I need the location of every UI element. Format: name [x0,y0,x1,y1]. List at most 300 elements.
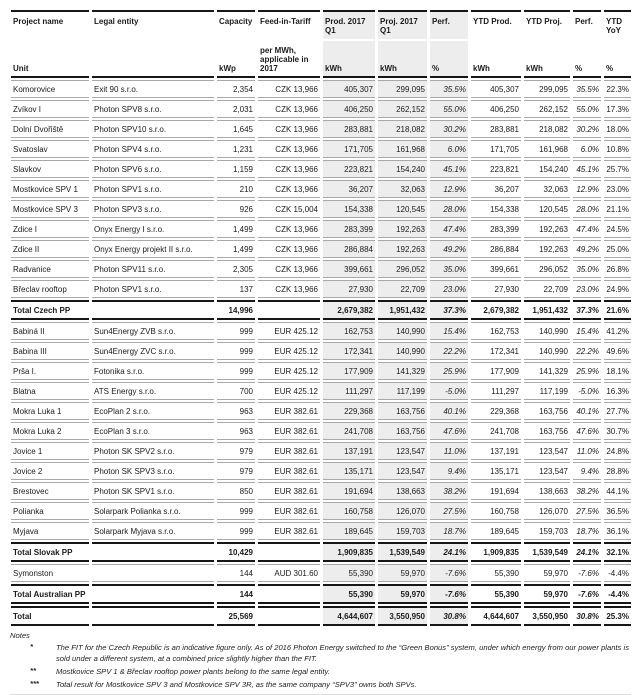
project-name-cell: Mostkovice SPV 3 [11,200,89,218]
proj-q1-cell: 59,970 [378,564,427,582]
proj-q1-cell: 59,970 [378,584,427,604]
perf-q1-cell: 25.9% [430,362,468,380]
capacity-cell: 1,645 [217,120,255,138]
unit-label: Unit [11,41,89,78]
prod-q1-cell: 27,930 [323,280,375,298]
capacity-cell: 10,429 [217,542,255,562]
feed-in-tariff-cell: EUR 382.61 [258,522,320,540]
perf-q1-cell: 45.1% [430,160,468,178]
legal-entity-cell: Sun4Energy ZVC s.r.o. [92,342,214,360]
proj-q1-cell: 159,703 [378,522,427,540]
ytd-perf-cell: 49.2% [573,240,601,258]
legal-entity-cell [92,542,214,562]
ytd-proj-cell: 3,550,950 [524,606,570,626]
proj-q1-cell: 141,329 [378,362,427,380]
feed-in-tariff-cell: EUR 425.12 [258,362,320,380]
ytd-proj-cell: 296,052 [524,260,570,278]
project-name-cell: Jovice 1 [11,442,89,460]
perf-q1-cell: 38.2% [430,482,468,500]
col-header-prod-line2: Q1 [325,26,336,35]
table-row [11,280,631,298]
col-header-prod-q1 [323,10,375,39]
project-name-cell: Radvanice [11,260,89,278]
project-name-cell: Mokra Luka 1 [11,402,89,420]
capacity-cell: 1,499 [217,220,255,238]
legal-entity-cell: Photon SPV3 s.r.o. [92,200,214,218]
feed-in-tariff-cell: EUR 382.61 [258,442,320,460]
ytd-prod-cell: 191,694 [471,482,521,500]
prod-q1-cell: 177,909 [323,362,375,380]
perf-q1-cell: 49.2% [430,240,468,258]
project-name-cell: Blatna [11,382,89,400]
ytd-yoy-cell: 41.2% [604,322,631,340]
note-item [10,679,631,690]
ytd-proj-cell: 192,263 [524,220,570,238]
proj-q1-cell: 1,951,432 [378,300,427,320]
proj-q1-cell: 123,547 [378,462,427,480]
col-header-proj-line2: Q1 [380,26,391,35]
prod-q1-cell: 162,753 [323,322,375,340]
proj-q1-cell: 120,545 [378,200,427,218]
feed-in-tariff-cell: CZK 13,966 [258,120,320,138]
ytd-prod-cell: 189,645 [471,522,521,540]
ytd-proj-cell: 159,703 [524,522,570,540]
ytd-prod-cell: 55,390 [471,564,521,582]
unit-perf2: % [573,41,601,78]
unit-fit-line2: applicable in [260,55,309,64]
project-name-cell: Babiná II [11,322,89,340]
project-name-cell: Mokra Luka 2 [11,422,89,440]
perf-q1-cell: 37.3% [430,300,468,320]
prod-q1-cell: 135,171 [323,462,375,480]
ytd-prod-cell: 172,341 [471,342,521,360]
perf-q1-cell: 55.0% [430,100,468,118]
ytd-prod-cell: 2,679,382 [471,300,521,320]
capacity-cell: 979 [217,462,255,480]
table-row [11,220,631,238]
prod-q1-cell: 55,390 [323,584,375,604]
ytd-prod-cell: 135,171 [471,462,521,480]
legal-entity-cell: Photon SPV8 s.r.o. [92,100,214,118]
proj-q1-cell: 299,095 [378,80,427,98]
ytd-yoy-cell: 36.5% [604,502,631,520]
project-name-cell: Total Czech PP [11,300,89,320]
ytd-yoy-cell: 10.8% [604,140,631,158]
project-name-cell: Jovice 2 [11,462,89,480]
note-marker: ** [30,666,36,675]
ytd-proj-cell: 22,709 [524,280,570,298]
prod-q1-cell: 4,644,607 [323,606,375,626]
col-header-project: Project name [11,10,89,39]
perf-q1-cell: 27.5% [430,502,468,520]
prod-q1-cell: 241,708 [323,422,375,440]
perf-q1-cell: 11.0% [430,442,468,460]
table-row [11,240,631,258]
capacity-cell: 979 [217,442,255,460]
proj-q1-cell: 138,663 [378,482,427,500]
capacity-cell: 999 [217,522,255,540]
prod-q1-cell: 286,884 [323,240,375,258]
capacity-cell: 963 [217,402,255,420]
prod-q1-cell: 160,758 [323,502,375,520]
unit-fit [258,41,320,78]
capacity-cell: 25,569 [217,606,255,626]
feed-in-tariff-cell: AUD 301.60 [258,564,320,582]
legal-entity-cell [92,300,214,320]
ytd-perf-cell: 23.0% [573,280,601,298]
ytd-yoy-cell: 21.6% [604,300,631,320]
table-row [11,200,631,218]
ytd-prod-cell: 223,821 [471,160,521,178]
ytd-proj-cell: 140,990 [524,322,570,340]
table-row [11,522,631,540]
ytd-prod-cell: 171,705 [471,140,521,158]
col-header-prod-line1: Prod. 2017 [325,17,366,26]
feed-in-tariff-cell: EUR 382.61 [258,422,320,440]
project-name-cell: Slavkov [11,160,89,178]
legal-entity-cell: Photon SK SPV3 s.r.o. [92,462,214,480]
capacity-cell: 999 [217,322,255,340]
ytd-yoy-cell: 36.1% [604,522,631,540]
project-name-cell: Mostkovice SPV 1 [11,180,89,198]
ytd-yoy-cell: 18.1% [604,362,631,380]
unit-perf: % [430,41,468,78]
unit-proj: kWh [378,41,427,78]
feed-in-tariff-cell: EUR 382.61 [258,502,320,520]
project-name-cell: Total Australian PP [11,584,89,604]
total-row [11,542,631,562]
unit-capacity: kWp [217,41,255,78]
ytd-perf-cell: 30.2% [573,120,601,138]
table-body [11,80,631,626]
legal-entity-cell: Photon SPV4 s.r.o. [92,140,214,158]
legal-entity-cell: Photon SPV6 s.r.o. [92,160,214,178]
proj-q1-cell: 140,990 [378,342,427,360]
project-name-cell: Total [11,606,89,626]
table-row [11,100,631,118]
legal-entity-cell: Solarpark Polianka s.r.o. [92,502,214,520]
ytd-perf-cell: 47.6% [573,422,601,440]
feed-in-tariff-cell: EUR 425.12 [258,322,320,340]
prod-q1-cell: 1,909,835 [323,542,375,562]
ytd-prod-cell: 241,708 [471,422,521,440]
prod-q1-cell: 111,297 [323,382,375,400]
ytd-perf-cell: -5.0% [573,382,601,400]
perf-q1-cell: 23.0% [430,280,468,298]
ytd-perf-cell: -7.6% [573,584,601,604]
capacity-cell: 210 [217,180,255,198]
legal-entity-cell: Sun4Energy ZVB s.r.o. [92,322,214,340]
notes-section [8,628,633,695]
ytd-perf-cell: 47.4% [573,220,601,238]
feed-in-tariff-cell: CZK 13,966 [258,100,320,118]
proj-q1-cell: 163,756 [378,422,427,440]
ytd-perf-cell: 38.2% [573,482,601,500]
ytd-proj-cell: 1,539,549 [524,542,570,562]
proj-q1-cell: 163,756 [378,402,427,420]
ytd-prod-cell: 286,884 [471,240,521,258]
perf-q1-cell: 18.7% [430,522,468,540]
ytd-yoy-cell: 18.0% [604,120,631,138]
capacity-cell: 14,996 [217,300,255,320]
prod-q1-cell: 191,694 [323,482,375,500]
capacity-cell: 850 [217,482,255,500]
project-name-cell: Břeclav rooftop [11,280,89,298]
perf-q1-cell: 47.4% [430,220,468,238]
feed-in-tariff-cell: CZK 13,966 [258,160,320,178]
capacity-cell: 144 [217,584,255,604]
prod-q1-cell: 406,250 [323,100,375,118]
col-header-proj-line1: Proj. 2017 [380,17,418,26]
legal-entity-cell: Photon SPV10 s.r.o. [92,120,214,138]
proj-q1-cell: 192,263 [378,220,427,238]
ytd-prod-cell: 27,930 [471,280,521,298]
feed-in-tariff-cell: CZK 13,966 [258,240,320,258]
perf-q1-cell: 35.0% [430,260,468,278]
ytd-yoy-cell: 26.8% [604,260,631,278]
note-marker: *** [30,679,39,688]
capacity-cell: 1,499 [217,240,255,258]
ytd-proj-cell: 262,152 [524,100,570,118]
note-text: Total result for Mostkovice SPV 3 and Mostkovice SPV 3R, as the same company “SPV3” owns both SPVs. [56,680,417,689]
ytd-yoy-cell: 25.0% [604,240,631,258]
total-row [11,606,631,626]
prod-q1-cell: 405,307 [323,80,375,98]
ytd-proj-cell: 138,663 [524,482,570,500]
legal-entity-cell: Fotonika s.r.o. [92,362,214,380]
ytd-perf-cell: 30.8% [573,606,601,626]
capacity-cell: 2,031 [217,100,255,118]
ytd-yoy-cell: 24.9% [604,280,631,298]
perf-q1-cell: 28.0% [430,200,468,218]
note-item [10,642,631,664]
ytd-prod-cell: 111,297 [471,382,521,400]
total-row [11,584,631,604]
proj-q1-cell: 262,152 [378,100,427,118]
legal-entity-cell [92,584,214,604]
capacity-cell: 926 [217,200,255,218]
project-name-cell: Polianka [11,502,89,520]
proj-q1-cell: 126,070 [378,502,427,520]
col-header-proj-q1 [378,10,427,39]
ytd-prod-cell: 405,307 [471,80,521,98]
table-row [11,260,631,278]
prod-q1-cell: 172,341 [323,342,375,360]
ytd-prod-cell: 55,390 [471,584,521,604]
perf-q1-cell: 30.8% [430,606,468,626]
unit-row [11,41,631,78]
ytd-prod-cell: 406,250 [471,100,521,118]
ytd-yoy-cell: 21.1% [604,200,631,218]
legal-entity-cell [92,606,214,626]
perf-q1-cell: -5.0% [430,382,468,400]
project-name-cell: Zvíkov I [11,100,89,118]
ytd-yoy-cell: -4.4% [604,564,631,582]
feed-in-tariff-cell [258,584,320,604]
unit-fit-line3: 2017 [260,64,278,73]
capacity-cell: 2,305 [217,260,255,278]
col-header-ytd-yoy [604,10,631,39]
legal-entity-cell: ATS Energy s.r.o. [92,382,214,400]
col-header-perf: Perf. [430,10,468,39]
proj-q1-cell: 140,990 [378,322,427,340]
ytd-proj-cell: 163,756 [524,422,570,440]
ytd-perf-cell: 37.3% [573,300,601,320]
ytd-proj-cell: 140,990 [524,342,570,360]
ytd-prod-cell: 160,758 [471,502,521,520]
table-row [11,80,631,98]
perf-q1-cell: 30.2% [430,120,468,138]
note-text: The FIT for the Czech Republic is an indicative figure only. As of 2016 Photon Energy switched to the “Green Bonus” system, under which energy from our power plants is sold under a different system, at a combined price slightly higher than the FIT. [56,643,629,663]
perf-q1-cell: 6.0% [430,140,468,158]
project-name-cell: Total Slovak PP [11,542,89,562]
note-text: Mostkovice SPV 1 & Břeclav rooftop power plants belong to the same legal entity. [56,667,330,676]
ytd-perf-cell: 18.7% [573,522,601,540]
ytd-yoy-cell: -4.4% [604,584,631,604]
ytd-proj-cell: 192,263 [524,240,570,258]
table-row [11,342,631,360]
ytd-yoy-cell: 30.7% [604,422,631,440]
proj-q1-cell: 1,539,549 [378,542,427,562]
capacity-cell: 999 [217,502,255,520]
prod-q1-cell: 229,368 [323,402,375,420]
ytd-proj-cell: 59,970 [524,584,570,604]
notes-title: Notes [10,631,30,640]
feed-in-tariff-cell: CZK 13,966 [258,80,320,98]
feed-in-tariff-cell: CZK 13,966 [258,280,320,298]
ytd-prod-cell: 399,661 [471,260,521,278]
ytd-perf-cell: 27.5% [573,502,601,520]
ytd-prod-cell: 283,399 [471,220,521,238]
table-row [11,362,631,380]
ytd-proj-cell: 218,082 [524,120,570,138]
prod-q1-cell: 55,390 [323,564,375,582]
table-row [11,564,631,582]
ytd-perf-cell: 35.5% [573,80,601,98]
note-marker: * [30,642,33,651]
feed-in-tariff-cell: CZK 15,004 [258,200,320,218]
legal-entity-cell: Onyx Energy I s.r.o. [92,220,214,238]
ytd-yoy-cell: 22.3% [604,80,631,98]
col-header-capacity: Capacity [217,10,255,39]
ytd-proj-cell: 299,095 [524,80,570,98]
ytd-prod-cell: 36,207 [471,180,521,198]
table-row [11,422,631,440]
legal-entity-cell: Photon SK SPV2 s.r.o. [92,442,214,460]
ytd-prod-cell: 1,909,835 [471,542,521,562]
capacity-cell: 700 [217,382,255,400]
proj-q1-cell: 22,709 [378,280,427,298]
ytd-yoy-cell: 16.3% [604,382,631,400]
ytd-proj-cell: 126,070 [524,502,570,520]
ytd-perf-cell: 24.1% [573,542,601,562]
project-name-cell: Myjava [11,522,89,540]
ytd-prod-cell: 283,881 [471,120,521,138]
capacity-cell: 144 [217,564,255,582]
table-header [11,10,631,78]
capacity-cell: 999 [217,342,255,360]
capacity-cell: 1,231 [217,140,255,158]
ytd-yoy-cell: 25.7% [604,160,631,178]
legal-entity-cell: Onyx Energy projekt II s.r.o. [92,240,214,258]
ytd-perf-cell: 55.0% [573,100,601,118]
table-row [11,180,631,198]
ytd-perf-cell: 45.1% [573,160,601,178]
ytd-perf-cell: 15.4% [573,322,601,340]
table-row [11,382,631,400]
ytd-perf-cell: 11.0% [573,442,601,460]
ytd-prod-cell: 154,338 [471,200,521,218]
capacity-cell: 963 [217,422,255,440]
legal-entity-cell: Solarpark Myjava s.r.o. [92,522,214,540]
feed-in-tariff-cell [258,542,320,562]
perf-q1-cell: -7.6% [430,564,468,582]
col-header-fit: Feed-in-Tariff [258,10,320,39]
project-name-cell: Zdice I [11,220,89,238]
perf-q1-cell: 15.4% [430,322,468,340]
prod-q1-cell: 36,207 [323,180,375,198]
proj-q1-cell: 154,240 [378,160,427,178]
perf-q1-cell: 47.6% [430,422,468,440]
legal-entity-cell: Photon SK SPV1 s.r.o. [92,482,214,500]
unit-fit-line1: per MWh, [260,46,296,55]
ytd-yoy-cell: 24.8% [604,442,631,460]
proj-q1-cell: 192,263 [378,240,427,258]
ytd-yoy-cell: 44.1% [604,482,631,500]
project-name-cell: Symonston [11,564,89,582]
ytd-proj-cell: 123,547 [524,462,570,480]
table-row [11,402,631,420]
ytd-yoy-cell: 49.6% [604,342,631,360]
unit-ytd-yoy: % [604,41,631,78]
ytd-perf-cell: -7.6% [573,564,601,582]
project-name-cell: Brestovec [11,482,89,500]
prod-q1-cell: 171,705 [323,140,375,158]
prod-q1-cell: 189,645 [323,522,375,540]
feed-in-tariff-cell: CZK 13,966 [258,260,320,278]
prod-q1-cell: 283,399 [323,220,375,238]
proj-q1-cell: 123,547 [378,442,427,460]
ytd-yoy-cell: 25.3% [604,606,631,626]
legal-entity-cell: EcoPlan 2 s.r.o. [92,402,214,420]
prod-q1-cell: 399,661 [323,260,375,278]
perf-q1-cell: 35.5% [430,80,468,98]
ytd-prod-cell: 137,191 [471,442,521,460]
col-header-yoy-line1: YTD [606,17,622,26]
col-header-perf2: Perf. [573,10,601,39]
ytd-prod-cell: 177,909 [471,362,521,380]
ytd-yoy-cell: 17.3% [604,100,631,118]
perf-q1-cell: -7.6% [430,584,468,604]
ytd-proj-cell: 161,968 [524,140,570,158]
ytd-prod-cell: 162,753 [471,322,521,340]
unit-prod: kWh [323,41,375,78]
ytd-proj-cell: 163,756 [524,402,570,420]
prod-q1-cell: 137,191 [323,442,375,460]
feed-in-tariff-cell: EUR 425.12 [258,382,320,400]
feed-in-tariff-cell: CZK 13,966 [258,220,320,238]
ytd-proj-cell: 59,970 [524,564,570,582]
proj-q1-cell: 32,063 [378,180,427,198]
project-name-cell: Prša I. [11,362,89,380]
ytd-yoy-cell: 28.8% [604,462,631,480]
ytd-perf-cell: 25.9% [573,362,601,380]
feed-in-tariff-cell [258,300,320,320]
proj-q1-cell: 218,082 [378,120,427,138]
capacity-cell: 999 [217,362,255,380]
header-row [11,10,631,39]
ytd-proj-cell: 117,199 [524,382,570,400]
